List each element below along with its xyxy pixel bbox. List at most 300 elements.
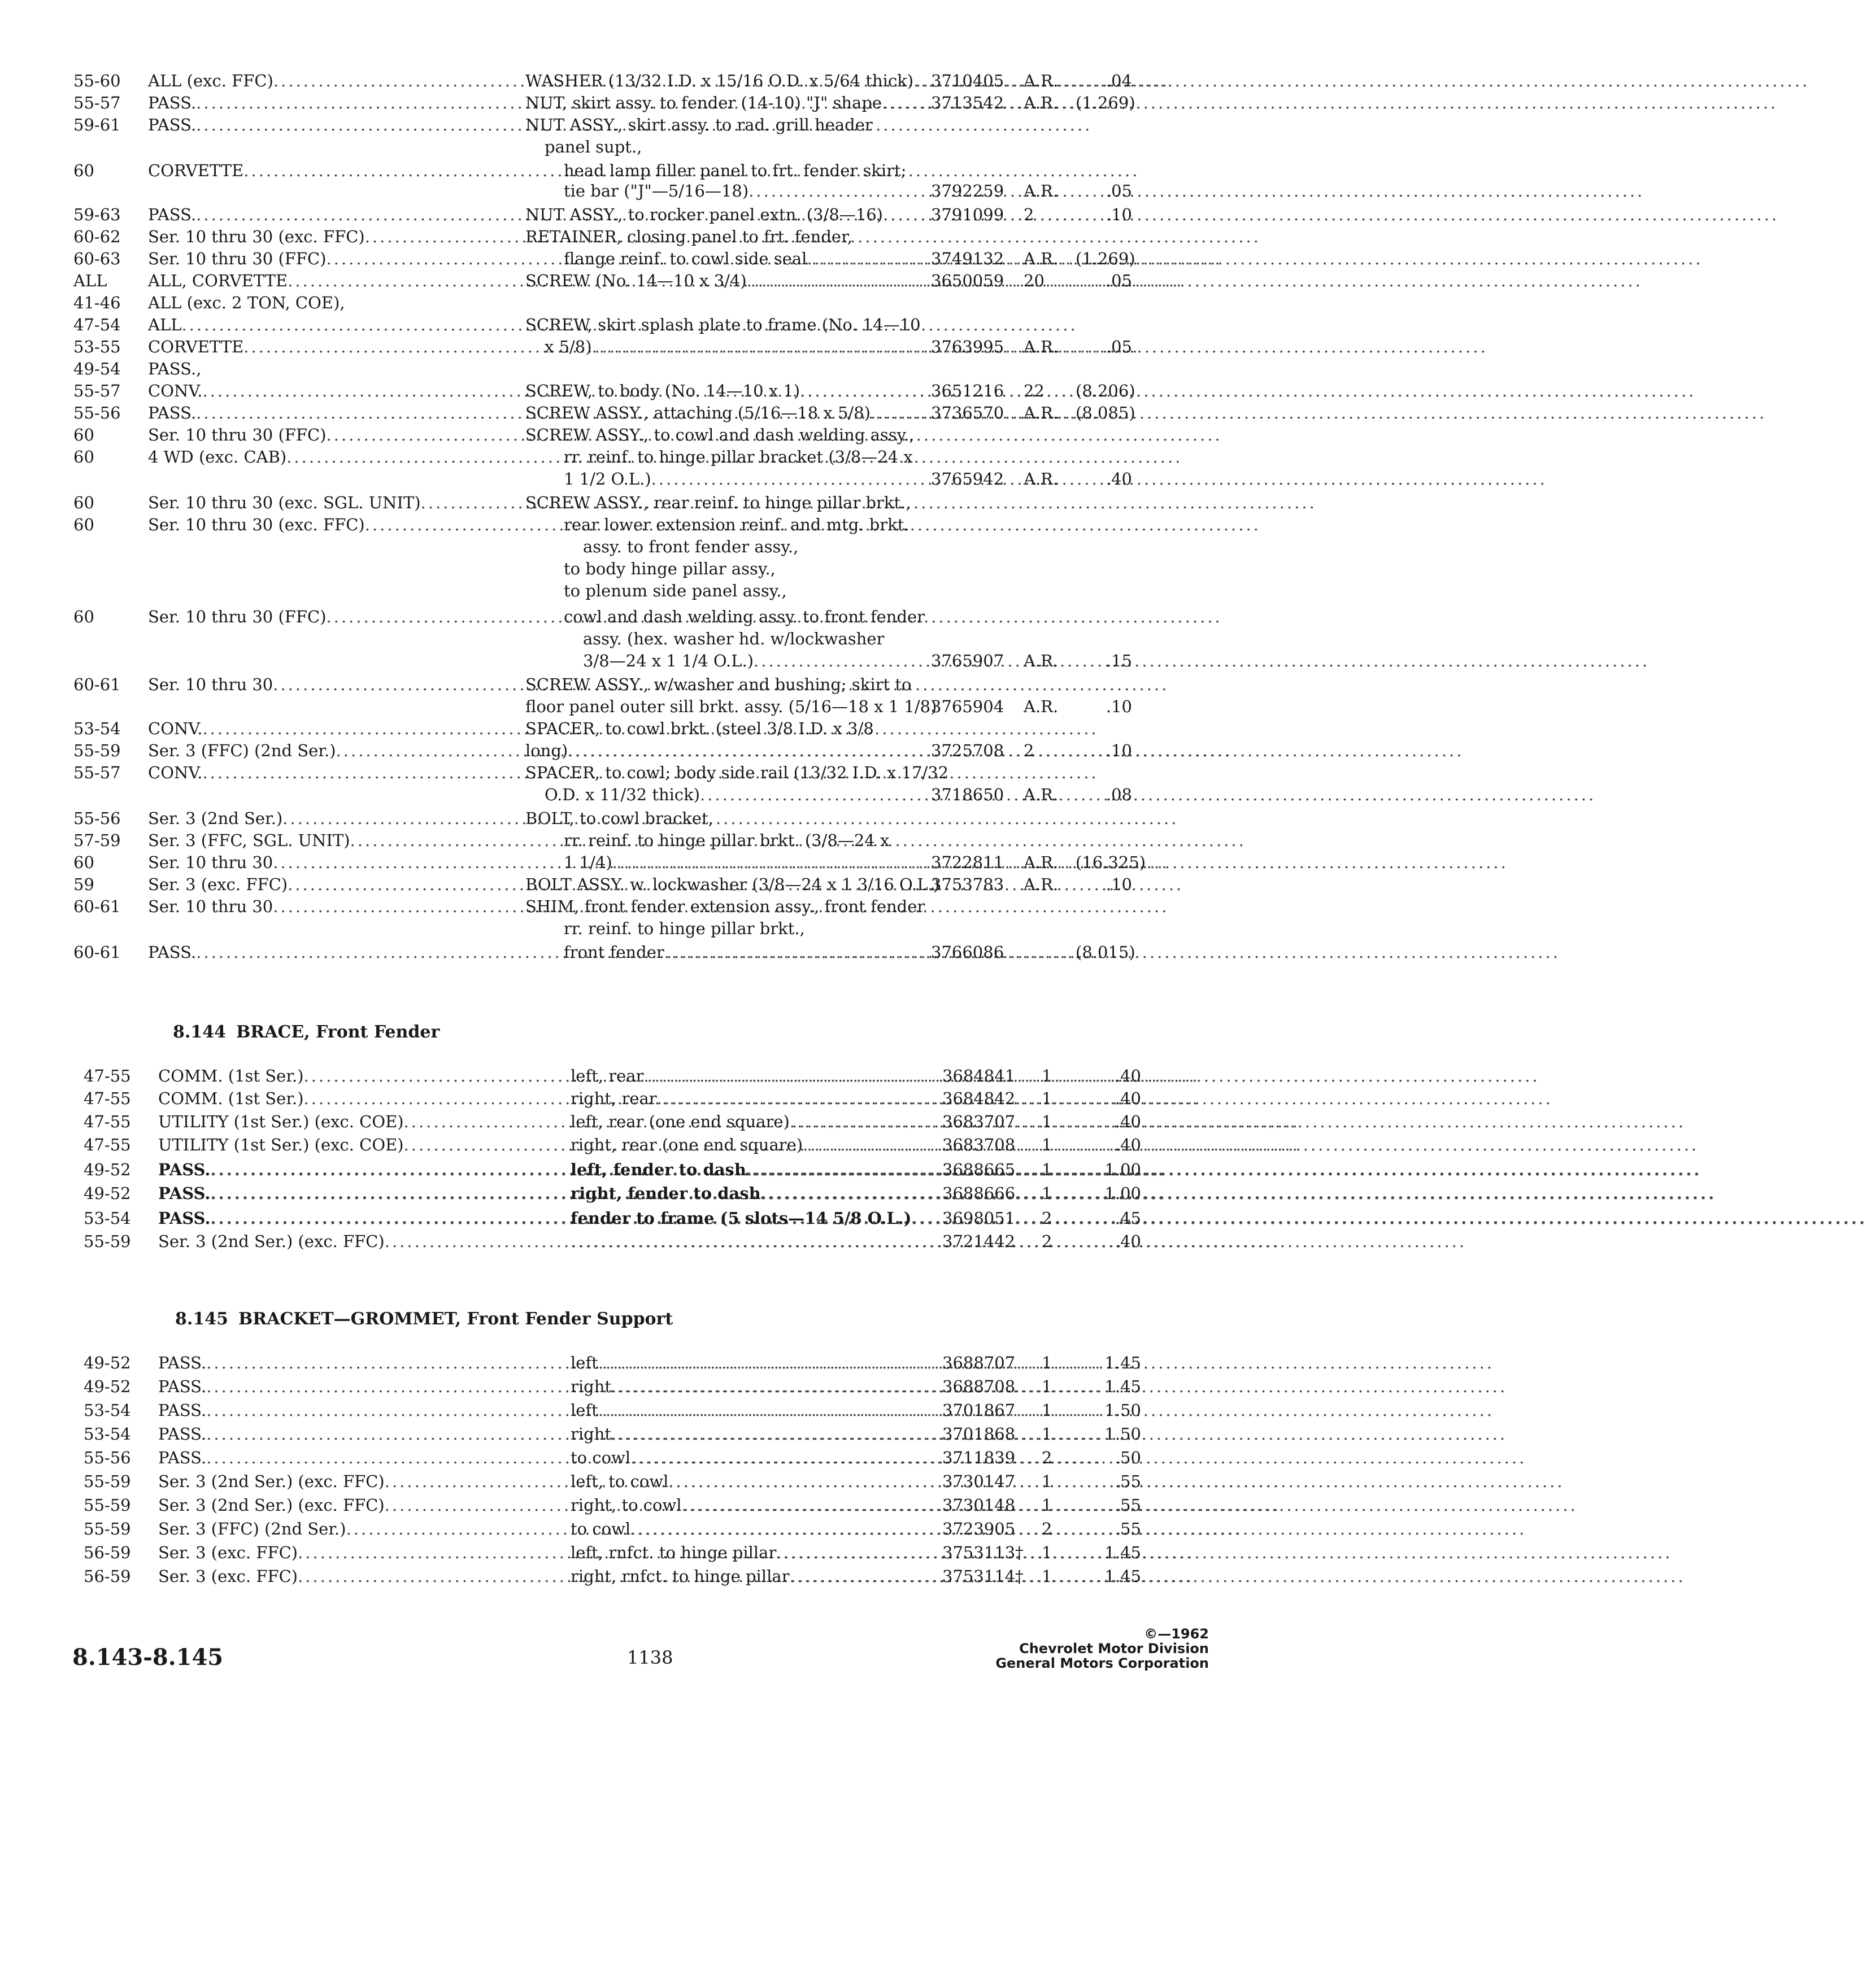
- quantity-cell: 1: [1042, 1112, 1052, 1131]
- table-row: [0, 335, 1428, 358]
- description-cell: x 5/8) .....: [525, 335, 940, 358]
- table-row: [0, 402, 1428, 424]
- description-cell: SCREW ASSY., to cowl and dash welding assy.,: [525, 425, 915, 444]
- model-cell: Ser. 10 thru 30 (FFC) .....: [148, 247, 494, 270]
- part-number-cell: 3730148: [942, 1496, 1016, 1515]
- quantity-cell: 1: [1042, 1567, 1052, 1586]
- description-cell: SPACER, to cowl; body side rail (13/32 I.D. x 17/32: [525, 763, 949, 782]
- part-number-cell: 3730147: [942, 1472, 1016, 1491]
- year-cell: 55-57: [73, 381, 121, 400]
- year-cell: 55-59: [84, 1232, 131, 1251]
- description-cell: 1 1/4) .....: [525, 851, 959, 874]
- description-cell: BOLT, to cowl bracket,: [525, 809, 713, 828]
- description-cell: head lamp filler panel to frt. fender skirt;: [564, 161, 907, 180]
- model-cell: Ser. 10 thru 30 (FFC) .....: [148, 605, 494, 628]
- part-number-cell: 3763995: [931, 337, 1004, 356]
- quantity-cell: 2: [1024, 205, 1034, 224]
- footer-section-range: 8.143-8.145: [72, 1644, 224, 1671]
- description-cell: left, rear (one end square) .....: [571, 1110, 921, 1133]
- part-number-cell: 3765942: [931, 469, 1004, 489]
- year-cell: 53-54: [84, 1209, 131, 1228]
- model-cell: Ser. 3 (2nd Ser.) (exc. FFC) .....: [158, 1494, 503, 1516]
- quantity-cell: A.R.: [1024, 469, 1059, 489]
- price-cell: .10: [1106, 697, 1132, 716]
- year-cell: 59-63: [73, 205, 121, 224]
- year-cell: 55-57: [73, 763, 121, 782]
- year-cell: 47-55: [84, 1135, 131, 1154]
- part-number-cell: 3765904: [931, 697, 1004, 716]
- model-cell: Ser. 3 (exc. FFC) .....: [158, 1565, 503, 1588]
- model-cell: Ser. 10 thru 30 .....: [148, 895, 494, 918]
- table-row: [0, 424, 1428, 446]
- description-cell: WASHER (13/32 I.D. x 15/16 O.D. x 5/64 thick) .....: [525, 69, 921, 92]
- part-number-cell: 3698051: [942, 1209, 1016, 1228]
- model-cell: Ser. 10 thru 30 (exc. FFC) .....: [148, 513, 494, 536]
- price-cell: .15: [1106, 651, 1132, 670]
- price-cell: .55: [1115, 1472, 1141, 1491]
- price-cell: .40: [1106, 469, 1132, 489]
- description-cell: assy. to front fender assy.,: [583, 537, 799, 556]
- model-cell: PASS. .....: [148, 203, 494, 226]
- model-cell: PASS. .....: [158, 1182, 503, 1205]
- description-cell: rr. reinf. to hinge pillar brkt. (3/8—24 x: [564, 831, 890, 850]
- description-cell: SCREW ASSY., w/washer and bushing; skirt to: [525, 675, 912, 694]
- year-cell: 60: [73, 493, 94, 512]
- table-row: [0, 225, 1428, 248]
- part-number-cell: 3683708: [942, 1135, 1016, 1154]
- table-row: [0, 180, 1428, 202]
- part-number-cell: 3650059: [931, 271, 1004, 290]
- table-row: [0, 1375, 1428, 1398]
- model-cell: CORVETTE .....: [148, 159, 494, 182]
- table-row: [0, 739, 1428, 762]
- year-cell: 55-59: [84, 1519, 131, 1538]
- price-cell: (1.269): [1076, 93, 1135, 112]
- quantity-cell: 1: [1042, 1135, 1052, 1154]
- price-cell: .10: [1106, 205, 1132, 224]
- year-cell: 49-52: [84, 1184, 131, 1203]
- table-row: [0, 269, 1428, 292]
- price-cell: .04: [1106, 71, 1132, 90]
- price-cell: 1.45: [1104, 1567, 1141, 1586]
- year-cell: 60: [73, 425, 94, 444]
- model-cell: Ser. 3 (exc. FFC) .....: [158, 1541, 503, 1564]
- year-cell: 60: [73, 447, 94, 467]
- publisher-line-2: General Motors Corporation: [995, 1655, 1209, 1671]
- quantity-cell: 2: [1042, 1519, 1052, 1538]
- quantity-cell: 1: [1042, 1066, 1052, 1085]
- part-number-cell: 3753113†: [942, 1543, 1024, 1562]
- description-cell: left, rnfct. to hinge pillar .....: [571, 1541, 921, 1564]
- model-cell: Ser. 3 (exc. FFC) .....: [148, 873, 494, 896]
- description-cell: left, rear .....: [571, 1065, 921, 1087]
- part-number-cell: 3684841: [942, 1066, 1016, 1085]
- year-cell: 55-56: [84, 1448, 131, 1467]
- description-cell: floor panel outer sill brkt. assy. (5/16—18 x 1 1/8): [525, 697, 937, 716]
- model-cell: Ser. 10 thru 30 .....: [148, 673, 494, 696]
- description-cell: right, rear .....: [571, 1087, 921, 1110]
- quantity-cell: A.R.: [1024, 853, 1059, 872]
- price-cell: .40: [1115, 1066, 1141, 1085]
- table-row: [0, 1399, 1428, 1422]
- quantity-cell: 1: [1042, 1377, 1052, 1396]
- description-cell: NUT ASSY., skirt assy. to rad. grill header: [525, 115, 873, 134]
- quantity-cell: A.R.: [1024, 651, 1059, 670]
- part-number-cell: 3791099: [931, 205, 1004, 224]
- part-number-cell: 3753783: [931, 875, 1004, 894]
- table-row: [0, 358, 1428, 380]
- description-cell: assy. (hex. washer hd. w/lockwasher: [583, 629, 885, 648]
- price-cell: 1.45: [1104, 1543, 1141, 1562]
- part-number-cell: 3688665: [942, 1160, 1016, 1179]
- year-cell: 53-54: [84, 1401, 131, 1420]
- description-cell: long) .....: [525, 739, 921, 762]
- table-row: [0, 829, 1428, 852]
- description-cell: cowl and dash welding assy. to front fender: [564, 607, 925, 626]
- price-cell: .40: [1115, 1232, 1141, 1251]
- quantity-cell: A.R.: [1024, 93, 1059, 112]
- model-cell: Ser. 3 (FFC) (2nd Ser.) .....: [158, 1518, 503, 1540]
- part-number-cell: 3721442: [942, 1232, 1016, 1251]
- model-cell: Ser. 10 thru 30 (exc. SGL. UNIT) .....: [148, 491, 494, 514]
- table-row: [0, 695, 1428, 718]
- section-heading-8-145: [175, 1308, 673, 1331]
- part-number-cell: 3688708: [942, 1377, 1016, 1396]
- table-row: [0, 1182, 1428, 1205]
- section-number: 8.144: [173, 1022, 226, 1042]
- year-cell: 57-59: [73, 831, 121, 850]
- part-number-cell: 3792259: [931, 181, 1004, 200]
- price-cell: .10: [1106, 875, 1132, 894]
- model-cell: Ser. 3 (FFC, SGL. UNIT) .....: [148, 829, 494, 852]
- publisher-line-1: Chevrolet Motor Division: [1019, 1641, 1209, 1656]
- year-cell: 56-59: [84, 1567, 131, 1586]
- part-number-cell: 3718650: [931, 785, 1004, 804]
- model-cell: PASS. .....: [148, 941, 494, 964]
- description-cell: 1 1/2 O.L.) .....: [525, 468, 959, 490]
- model-cell: ALL .....: [148, 313, 494, 336]
- model-cell: UTILITY (1st Ser.) (exc. COE) .....: [158, 1110, 503, 1133]
- quantity-cell: 1: [1042, 1543, 1052, 1562]
- quantity-cell: 1: [1042, 1089, 1052, 1108]
- model-cell: PASS. .....: [158, 1423, 503, 1445]
- part-number-cell: 3723905: [942, 1519, 1016, 1538]
- description-cell: RETAINER, closing panel to frt. fender,: [525, 227, 852, 246]
- description-cell: right .....: [571, 1375, 921, 1398]
- table-row: [0, 1158, 1428, 1181]
- model-cell: PASS. .....: [148, 114, 494, 136]
- quantity-cell: A.R.: [1024, 697, 1059, 716]
- section-heading-8-144: [173, 1021, 439, 1044]
- quantity-cell: 2: [1042, 1448, 1052, 1467]
- description-cell: panel supt.,: [545, 137, 642, 156]
- model-cell: PASS. .....: [158, 1158, 503, 1181]
- quantity-cell: A.R.: [1024, 249, 1059, 268]
- table-row: [0, 247, 1428, 270]
- part-number-cell: 3711839: [942, 1448, 1016, 1467]
- price-cell: 1.45: [1104, 1353, 1141, 1372]
- table-row: [0, 380, 1428, 402]
- price-cell: .10: [1106, 741, 1132, 760]
- table-row: [0, 91, 1428, 114]
- description-cell: fender to frame (5 slots—14 5/8 O.L.) .....: [571, 1207, 921, 1230]
- year-cell: 60-61: [73, 897, 121, 916]
- price-cell: 1.50: [1104, 1424, 1141, 1444]
- table-row: [0, 313, 1428, 336]
- table-row: [0, 1470, 1428, 1493]
- description-cell: left .....: [571, 1399, 921, 1422]
- year-cell: ALL: [73, 271, 107, 290]
- description-cell: to cowl .....: [571, 1446, 921, 1469]
- year-cell: 55-59: [73, 741, 121, 760]
- price-cell: 1.45: [1104, 1377, 1141, 1396]
- part-number-cell: 3684842: [942, 1089, 1016, 1108]
- table-row: [0, 446, 1428, 468]
- price-cell: .45: [1115, 1209, 1141, 1228]
- quantity-cell: 1: [1042, 1160, 1052, 1179]
- model-cell: PASS. .....: [158, 1446, 503, 1469]
- description-cell: left .....: [571, 1352, 921, 1374]
- model-cell: COMM. (1st Ser.) .....: [158, 1065, 503, 1087]
- year-cell: 49-54: [73, 359, 121, 378]
- table-row: [0, 1230, 1428, 1253]
- description-cell: SCREW, skirt splash plate to frame (No. 14—10: [525, 315, 921, 334]
- table-row: [0, 1494, 1428, 1516]
- table-row: [0, 873, 1428, 896]
- table-row: [0, 851, 1428, 874]
- part-number-cell: 3713542: [931, 93, 1004, 112]
- price-cell: (8.085): [1076, 403, 1135, 422]
- year-cell: 55-57: [73, 93, 121, 112]
- year-cell: 47-55: [84, 1112, 131, 1131]
- table-row: [0, 1065, 1428, 1087]
- model-cell: ALL, CORVETTE .....: [148, 269, 494, 292]
- quantity-cell: 2: [1024, 741, 1034, 760]
- quantity-cell: 2: [1042, 1232, 1052, 1251]
- model-cell: Ser. 3 (2nd Ser.) .....: [148, 807, 494, 830]
- description-cell: SCREW, to body (No. 14—10 x 1) .....: [525, 380, 921, 402]
- part-number-cell: 3688707: [942, 1353, 1016, 1372]
- description-cell: tie bar ("J"—5/16—18) .....: [525, 180, 959, 202]
- quantity-cell: 1: [1042, 1353, 1052, 1372]
- quantity-cell: A.R.: [1024, 785, 1059, 804]
- model-cell: 4 WD (exc. CAB) .....: [148, 446, 494, 468]
- model-cell: UTILITY (1st Ser.) (exc. COE) .....: [158, 1133, 503, 1156]
- quantity-cell: A.R.: [1024, 71, 1059, 90]
- year-cell: 60-62: [73, 227, 121, 246]
- price-cell: .05: [1106, 181, 1132, 200]
- quantity-cell: 1: [1042, 1184, 1052, 1203]
- quantity-cell: 1: [1042, 1496, 1052, 1515]
- table-row: [0, 1110, 1428, 1133]
- year-cell: 59-61: [73, 115, 121, 134]
- model-cell: PASS. .....: [158, 1399, 503, 1422]
- year-cell: 47-54: [73, 315, 121, 334]
- description-cell: front fender .....: [525, 941, 959, 964]
- table-row: [0, 649, 1428, 672]
- description-cell: BOLT ASSY. w. lockwasher (3/8—24 x 1 3/16 O.L.): [525, 875, 940, 894]
- description-cell: SCREW ASSY., rear reinf. to hinge pillar brkt.,: [525, 493, 911, 512]
- price-cell: (1.269): [1076, 249, 1135, 268]
- part-number-cell: 3725708: [931, 741, 1004, 760]
- price-cell: 1.00: [1104, 1184, 1141, 1203]
- table-row: [0, 941, 1428, 964]
- quantity-cell: A.R.: [1024, 875, 1059, 894]
- price-cell: .40: [1115, 1089, 1141, 1108]
- year-cell: 55-56: [73, 403, 121, 422]
- year-cell: 60: [73, 515, 94, 534]
- description-cell: rr. reinf. to hinge pillar bracket (3/8—24 x: [564, 447, 913, 467]
- table-row: [0, 627, 1428, 650]
- model-cell: Ser. 3 (FFC) (2nd Ser.) .....: [148, 739, 494, 762]
- year-cell: 53-55: [73, 337, 121, 356]
- price-cell: 1.50: [1104, 1401, 1141, 1420]
- price-cell: .55: [1115, 1496, 1141, 1515]
- table-row: [0, 1133, 1428, 1156]
- model-cell: COMM. (1st Ser.) .....: [158, 1087, 503, 1110]
- part-number-cell: 3701868: [942, 1424, 1016, 1444]
- part-number-cell: 3651216: [931, 381, 1004, 400]
- table-row: [0, 807, 1428, 830]
- year-cell: 56-59: [84, 1543, 131, 1562]
- table-row: [0, 535, 1428, 558]
- year-cell: 59: [73, 875, 94, 894]
- table-row: [0, 1565, 1428, 1588]
- model-cell: Ser. 10 thru 30 (exc. FFC) .....: [148, 225, 494, 248]
- table-row: [0, 291, 1428, 314]
- table-row: [0, 1087, 1428, 1110]
- quantity-cell: 1: [1042, 1424, 1052, 1444]
- year-cell: 60: [73, 161, 94, 180]
- description-cell: SPACER, to cowl brkt. (steel 3/8 I.D. x 3/8: [525, 719, 874, 738]
- table-row: [0, 557, 1428, 580]
- description-cell: NUT ASSY., to rocker panel extn. (3/8—16) .....: [525, 203, 921, 226]
- year-cell: 49-52: [84, 1377, 131, 1396]
- description-cell: right, rnfct. to hinge pillar .....: [571, 1565, 921, 1588]
- part-number-cell: 3688666: [942, 1184, 1016, 1203]
- price-cell: 1.00: [1104, 1160, 1141, 1179]
- price-cell: (16.325): [1076, 853, 1146, 872]
- description-cell: to body hinge pillar assy.,: [564, 559, 776, 578]
- price-cell: .05: [1106, 337, 1132, 356]
- description-cell: rear lower extension reinf. and mtg. brkt.: [564, 515, 909, 534]
- description-cell: left, fender to dash .....: [571, 1158, 921, 1181]
- description-cell: SCREW (No. 14—10 x 3/4) .....: [525, 269, 921, 292]
- model-cell: CONV. .....: [148, 380, 494, 402]
- part-number-cell: 3710405: [931, 71, 1004, 90]
- quantity-cell: 2: [1042, 1209, 1052, 1228]
- description-cell: right, to cowl .....: [571, 1494, 921, 1516]
- model-cell: Ser. 3 (2nd Ser.) (exc. FFC) .....: [158, 1470, 503, 1493]
- table-row: [0, 761, 1428, 784]
- section-title: BRACKET—GROMMET, Front Fender Support: [238, 1309, 673, 1329]
- description-cell: NUT, skirt assy. to fender (14-10) "J" shape .....: [525, 91, 921, 114]
- table-row: [0, 136, 1428, 158]
- model-cell: Ser. 10 thru 30 .....: [148, 851, 494, 874]
- quantity-cell: A.R.: [1024, 403, 1059, 422]
- description-cell: right, fender to dash .....: [571, 1182, 921, 1205]
- year-cell: 60-63: [73, 249, 121, 268]
- part-number-cell: 3749132: [931, 249, 1004, 268]
- description-cell: SHIM, front fender extension assy., front fender: [525, 897, 925, 916]
- table-row: [0, 895, 1428, 918]
- part-number-cell: 3753114†: [942, 1567, 1024, 1586]
- footer-publisher: [960, 1627, 1209, 1671]
- table-row: [0, 1207, 1428, 1230]
- model-cell: PASS.,: [148, 359, 202, 378]
- year-cell: 49-52: [84, 1353, 131, 1372]
- price-cell: (8.206): [1076, 381, 1135, 400]
- table-row: [0, 579, 1428, 602]
- table-row: [0, 513, 1428, 536]
- table-row: [0, 1446, 1428, 1469]
- year-cell: 55-59: [84, 1496, 131, 1515]
- quantity-cell: 1: [1042, 1472, 1052, 1491]
- table-row: [0, 114, 1428, 136]
- table-row: [0, 468, 1428, 490]
- quantity-cell: 1: [1042, 1401, 1052, 1420]
- year-cell: 53-54: [73, 719, 121, 738]
- year-cell: 60-61: [73, 943, 121, 962]
- price-cell: .05: [1106, 271, 1132, 290]
- description-cell: 3/8—24 x 1 1/4 O.L.) .....: [525, 649, 978, 672]
- year-cell: 55-59: [84, 1472, 131, 1491]
- year-cell: 53-54: [84, 1424, 131, 1444]
- description-cell: SCREW ASSY., attaching (5/16—18 x 5/8) .....: [525, 402, 921, 424]
- table-row: [0, 159, 1428, 182]
- part-number-cell: 3766086: [931, 943, 1004, 962]
- table-row: [0, 673, 1428, 696]
- price-cell: .50: [1115, 1448, 1141, 1467]
- table-row: [0, 783, 1428, 806]
- price-cell: (8.015): [1076, 943, 1135, 962]
- description-cell: [571, 1230, 921, 1253]
- description-cell: to plenum side panel assy.,: [564, 581, 787, 600]
- table-row: [0, 717, 1428, 740]
- table-row: [0, 1541, 1428, 1564]
- part-number-cell: 3736570: [931, 403, 1004, 422]
- year-cell: 55-56: [73, 809, 121, 828]
- model-cell: PASS. .....: [158, 1207, 503, 1230]
- section-title: BRACE, Front Fender: [236, 1022, 440, 1042]
- model-cell: Ser. 10 thru 30 (FFC) .....: [148, 424, 494, 446]
- footer-page-number: 1138: [627, 1647, 673, 1668]
- part-number-cell: 3701867: [942, 1401, 1016, 1420]
- model-cell: ALL (exc. 2 TON, COE),: [148, 293, 345, 312]
- quantity-cell: A.R.: [1024, 337, 1059, 356]
- table-row: [0, 1423, 1428, 1445]
- description-cell: left, to cowl .....: [571, 1470, 921, 1493]
- description-cell: to cowl .....: [571, 1518, 921, 1540]
- table-row: [0, 69, 1428, 92]
- quantity-cell: A.R.: [1024, 181, 1059, 200]
- model-cell: PASS. .....: [158, 1375, 503, 1398]
- year-cell: 60: [73, 853, 94, 872]
- model-cell: PASS. .....: [158, 1352, 503, 1374]
- quantity-cell: 22: [1024, 381, 1045, 400]
- price-cell: .40: [1115, 1135, 1141, 1154]
- year-cell: 55-60: [73, 71, 121, 90]
- model-cell: PASS. .....: [148, 91, 494, 114]
- model-cell: Ser. 3 (2nd Ser.) (exc. FFC) .....: [158, 1230, 503, 1253]
- table-row: [0, 917, 1428, 940]
- quantity-cell: 20: [1024, 271, 1045, 290]
- price-cell: .55: [1115, 1519, 1141, 1538]
- price-cell: .08: [1106, 785, 1132, 804]
- year-cell: 60: [73, 607, 94, 626]
- description-cell: flange reinf. to cowl side seal .....: [525, 247, 959, 270]
- year-cell: 47-55: [84, 1089, 131, 1108]
